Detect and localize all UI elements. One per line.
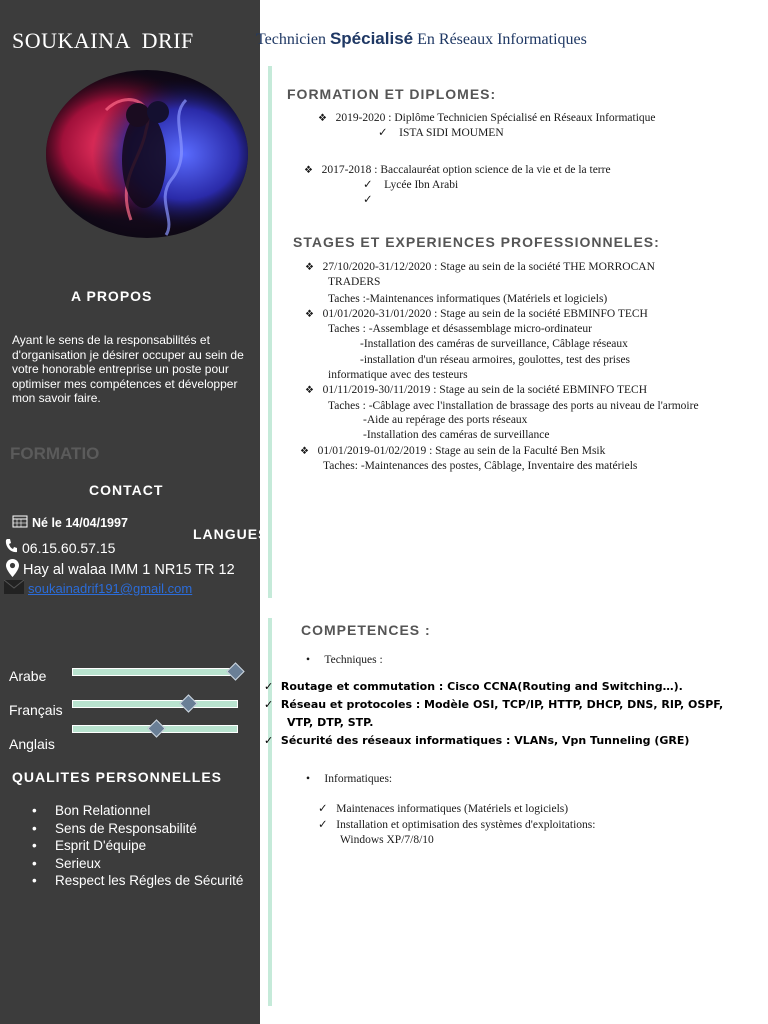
checkmark-icon: ✓ (318, 819, 328, 831)
phone-number: 06.15.60.57.15 (22, 539, 116, 556)
informatique-line (318, 818, 595, 833)
informatique-line (318, 802, 568, 817)
formation-sub (363, 178, 458, 193)
stage-line: -Aide au repérage des ports réseaux (363, 414, 528, 426)
formation-ghost-heading: FORMATIO (10, 444, 100, 463)
email-link[interactable]: soukainadrif191@gmail.com (28, 581, 193, 596)
formation-item (318, 111, 656, 126)
formation-sub (378, 126, 504, 141)
email-line (4, 580, 192, 597)
technique-text: VTP, DTP, STP. (287, 716, 374, 729)
stage-line: Taches: -Maintenances des postes, Câblage, Inventaire des matériels (323, 460, 638, 472)
birth-line (12, 514, 128, 531)
informatique-text: Installation et optimisation des systèmes d'exploitations: (336, 819, 596, 831)
language-label-francais: Français (9, 702, 63, 718)
checkmark-icon: ✓ (318, 803, 328, 815)
checkmark-icon: ✓ (378, 127, 388, 139)
stage-line: -Installation des caméras de surveillance (363, 429, 550, 441)
bullet-icon: • (306, 773, 311, 785)
diamond-bullet-icon: ❖ (305, 309, 314, 320)
about-heading: A PROPOS (71, 288, 153, 304)
stage-line: Taches :-Maintenances informatiques (Matériels et logiciels) (328, 293, 608, 305)
technique-text: Réseau et protocoles : Modèle OSI, TCP/IP, HTTP, DHCP, DNS, RIP, OSPF, (280, 698, 724, 711)
stage-line: 01/11/2019-30/11/2019 : Stage au sein de la société EBMINFO TECH (322, 384, 648, 396)
checkmark-icon: ✓ (264, 698, 274, 711)
location-pin-icon (6, 559, 19, 581)
list-item: • Bon Relationnel (32, 802, 243, 820)
qualities-heading: QUALITES PERSONNELLES (12, 769, 223, 785)
languages-heading: LANGUES (193, 526, 269, 542)
job-title-part: En Réseaux Informatiques (413, 31, 587, 48)
stage-line: TRADERS (328, 276, 381, 288)
envelope-icon (4, 580, 24, 597)
checkmark-icon: ✓ (264, 680, 274, 693)
list-item: • Serieux (32, 855, 243, 873)
stage-line: -Installation des caméras de surveillance, Câblage réseaux (360, 338, 628, 350)
diamond-bullet-icon: ❖ (304, 165, 313, 176)
section-divider-line (268, 618, 272, 1006)
technique-line (264, 696, 723, 713)
list-item: • Respect les Régles de Sécurité (32, 872, 243, 890)
informatiques-label: Informatiques: (324, 773, 393, 785)
techniques-item (306, 653, 383, 668)
stage-line: 01/01/2019-01/02/2019 : Stage au sein de la Faculté Ben Msik (317, 445, 606, 457)
formation-school: Lycée Ibn Arabi (384, 179, 459, 191)
contact-heading: CONTACT (89, 482, 164, 498)
competences-heading: COMPETENCES : (301, 622, 431, 638)
checkmark-icon: ✓ (264, 734, 274, 747)
stage-item (300, 444, 605, 459)
formation-line: 2017-2018 : Baccalauréat option science de la vie et de la terre (321, 164, 611, 176)
job-title-emphasis: Spécialisé (329, 29, 414, 48)
phone-line (4, 538, 115, 557)
calendar-icon (12, 514, 28, 531)
address-line (6, 559, 235, 581)
formation-item (304, 163, 611, 178)
formation-line: 2019-2020 : Diplôme Technicien Spécialisé en Réseaux Informatique (335, 112, 656, 124)
technique-line (264, 732, 689, 749)
language-label-anglais: Anglais (9, 736, 55, 752)
technique-line (264, 678, 683, 695)
phone-icon (4, 538, 18, 557)
checkmark-icon: ✓ (363, 179, 373, 191)
stages-heading: STAGES ET EXPERIENCES PROFESSIONNELES: (293, 234, 660, 250)
about-text: Ayant le sens de la responsabilités et d'organisation je désirer occuper au sein de votre honorable entreprise un poste pour optimiser mes compétences et développer mon savoir faire. (12, 333, 244, 405)
formation-heading: FORMATION ET DIPLOMES: (287, 86, 497, 102)
technique-text: Sécurité des réseaux informatiques : VLANs, Vpn Tunneling (GRE) (280, 734, 690, 747)
diamond-bullet-icon: ❖ (305, 262, 314, 273)
stage-line: Taches : -Assemblage et désassemblage micro-ordinateur (328, 323, 592, 335)
birth-date: Né le 14/04/1997 (32, 515, 128, 530)
technique-text: Routage et commutation : Cisco CCNA(Routing and Switching…). (280, 680, 683, 693)
stage-line: informatique avec des testeurs (328, 369, 468, 381)
stage-item (305, 260, 655, 275)
stage-item (305, 307, 648, 322)
informatique-text: Windows XP/7/8/10 (340, 834, 434, 846)
list-item: • Esprit D'équipe (32, 837, 243, 855)
stage-line: Taches : -Câblage avec l'installation de brassage des ports au niveau de l'armoire (328, 400, 699, 412)
list-item: • Sens de Responsabilité (32, 820, 243, 838)
section-divider-line (268, 66, 272, 598)
diamond-bullet-icon: ❖ (300, 446, 309, 457)
stage-line: 27/10/2020-31/12/2020 : Stage au sein de la société THE MORROCAN (322, 261, 655, 273)
address-text: Hay al walaa IMM 1 NR15 TR 12 (23, 562, 235, 578)
job-title-part: Technicien (256, 31, 330, 48)
candidate-name: SOUKAINA DRIF (12, 28, 194, 53)
stage-line: 01/01/2020-31/01/2020 : Stage au sein de la société EBMINFO TECH (322, 308, 648, 320)
bullet-icon: • (306, 654, 311, 666)
formation-school: ISTA SIDI MOUMEN (399, 127, 504, 139)
language-bar-arabe (72, 668, 238, 676)
qualities-list (32, 802, 243, 890)
formation-sub-empty (363, 193, 373, 208)
job-title (256, 29, 587, 49)
stage-line: -installation d'un réseau armoires, goulottes, test des prises (360, 354, 631, 366)
informatiques-item (306, 772, 392, 787)
profile-photo (46, 70, 248, 238)
language-bar-francais (72, 700, 238, 708)
language-label-arabe: Arabe (9, 668, 47, 684)
techniques-label: Techniques : (324, 654, 383, 666)
stage-item (305, 383, 647, 398)
informatique-text: Maintenaces informatiques (Matériels et logiciels) (336, 803, 569, 815)
checkmark-icon: ✓ (363, 194, 373, 206)
diamond-bullet-icon: ❖ (305, 385, 314, 396)
diamond-bullet-icon: ❖ (318, 113, 327, 124)
